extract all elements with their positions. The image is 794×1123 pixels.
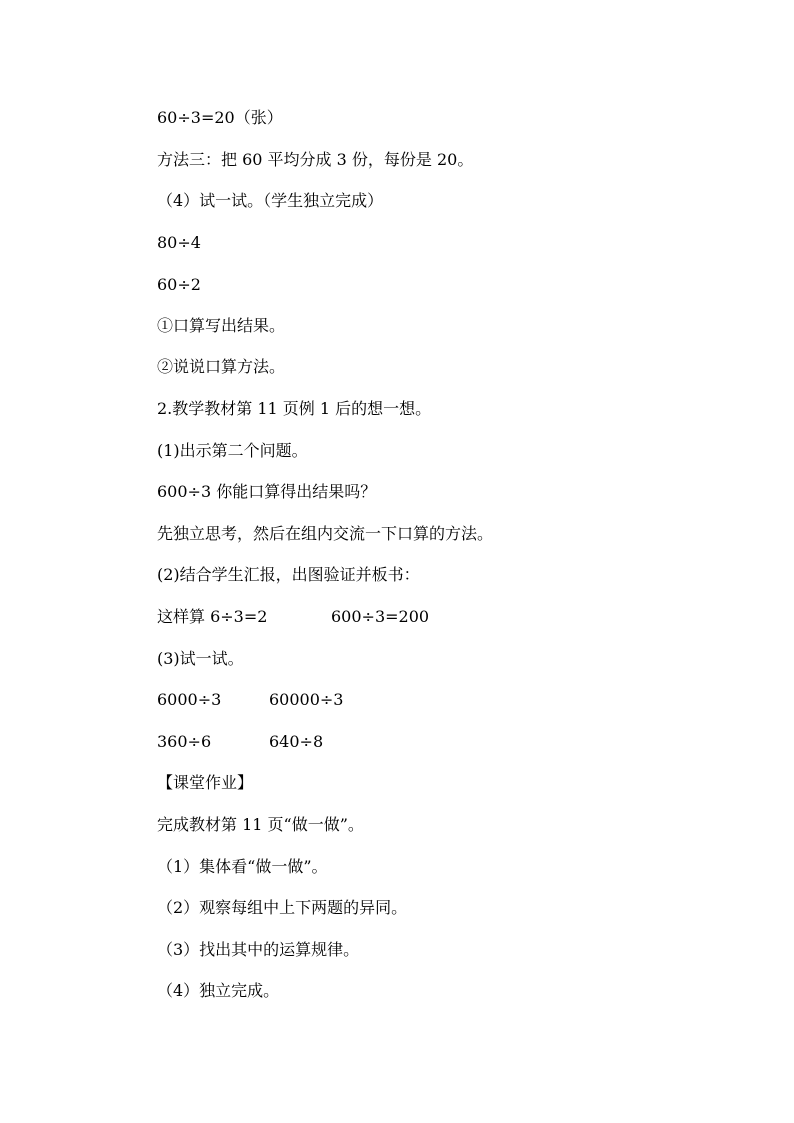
text-line: ①口算写出结果。 xyxy=(157,316,286,335)
text-line: （4）试一试。（学生独立完成） xyxy=(157,191,384,210)
text-line: 360÷6 xyxy=(157,732,212,751)
text-line: 80÷4 xyxy=(157,233,201,252)
text-line: 2.教学教材第 11 页例 1 后的想一想。 xyxy=(157,399,432,418)
text-line: (2)结合学生汇报，出图验证并板书： xyxy=(157,565,420,584)
text-line: （3）找出其中的运算规律。 xyxy=(157,940,360,959)
text-line: (1)出示第二个问题。 xyxy=(157,441,308,460)
text-line: (3)试一试。 xyxy=(157,649,244,668)
text-line: 方法三：把 60 平均分成 3 份，每份是 20。 xyxy=(157,150,474,169)
text-line: 先独立思考，然后在组内交流一下口算的方法。 xyxy=(157,524,494,543)
text-line: 600÷3=200 xyxy=(331,607,430,626)
text-line: 640÷8 xyxy=(269,732,324,751)
text-line: （4）独立完成。 xyxy=(157,981,280,1000)
text-line: （1）集体看“做一做”。 xyxy=(157,857,328,876)
text-line: 60000÷3 xyxy=(269,690,344,709)
section-heading: 【课堂作业】 xyxy=(157,773,254,792)
text-line: 60÷2 xyxy=(157,275,201,294)
text-line: 这样算 6÷3=2 xyxy=(157,607,268,626)
text-line: 完成教材第 11 页“做一做”。 xyxy=(157,815,364,834)
text-line: （2）观察每组中上下两题的异同。 xyxy=(157,898,408,917)
text-line: 600÷3 你能口算得出结果吗？ xyxy=(157,482,377,501)
text-line: 60÷3=20（张） xyxy=(157,108,283,127)
text-line: ②说说口算方法。 xyxy=(157,357,286,376)
text-line: 6000÷3 xyxy=(157,690,222,709)
